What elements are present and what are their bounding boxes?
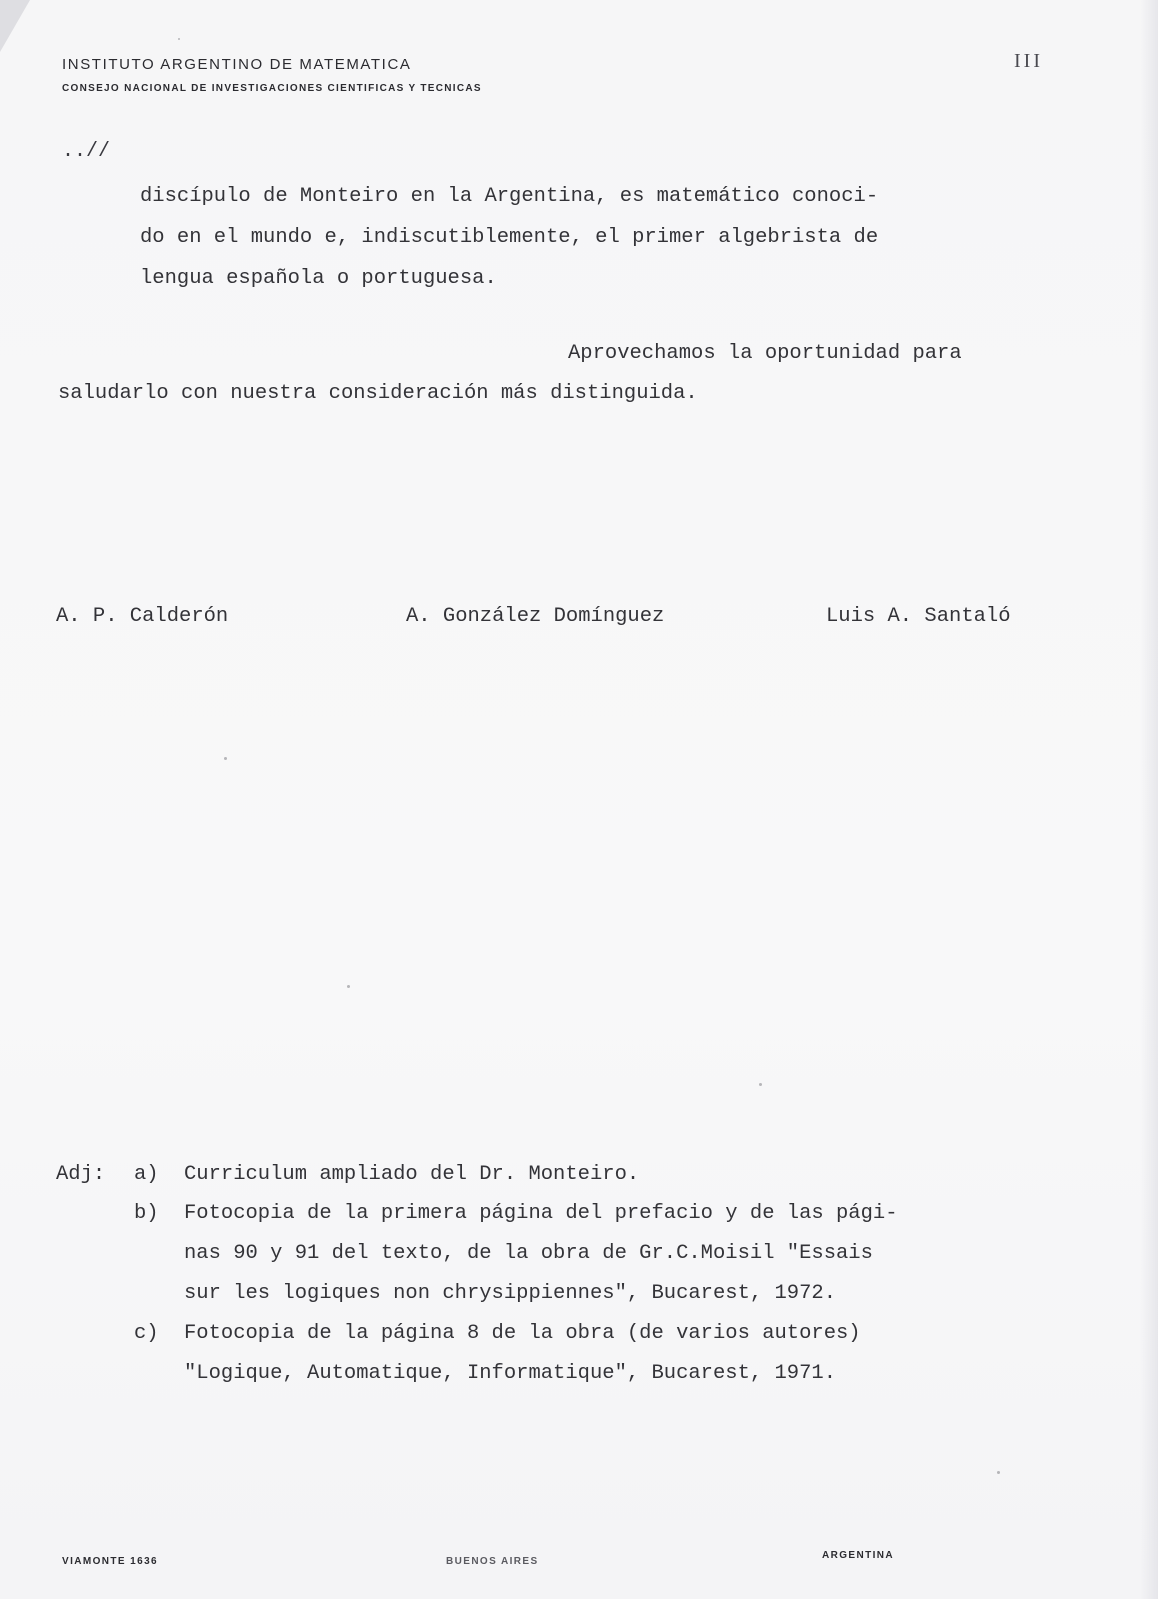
paper-speck [759,1083,762,1086]
paragraph-line: do en el mundo e, indiscutiblemente, el primer algebrista de [140,226,879,249]
paragraph-line: lengua española o portuguesa. [140,267,497,290]
paper-speck [224,757,227,760]
page-number: III [1014,50,1043,72]
continuation-mark: ..// [62,140,111,163]
attachment-line: Fotocopia de la primera página del prefacio y de las pági- [184,1202,898,1225]
attachments-label: Adj: [56,1163,106,1186]
footer-city: BUENOS AIRES [446,1556,539,1567]
paper-speck [178,38,180,40]
attachment-line: sur les logiques non chrysippiennes", Bucarest, 1972. [184,1282,837,1305]
council-name: CONSEJO NACIONAL DE INVESTIGACIONES CIENTIFICAS Y TECNICAS [62,83,482,94]
attachment-line: Curriculum ampliado del Dr. Monteiro. [184,1163,640,1186]
attachment-marker: c) [134,1322,159,1345]
attachment-marker: b) [134,1202,159,1225]
signatory-calderon: A. P. Calderón [56,605,229,628]
attachment-line: Fotocopia de la página 8 de la obra (de varios autores) [184,1322,861,1345]
attachment-marker: a) [134,1163,159,1186]
signatory-santalo: Luis A. Santaló [826,605,1011,628]
attachment-line: nas 90 y 91 del texto, de la obra de Gr.C.Moisil "Essais [184,1242,873,1265]
signatory-gonzalez-dominguez: A. González Domínguez [406,605,665,628]
paragraph-line: discípulo de Monteiro en la Argentina, es matemático conoci- [140,185,879,208]
page-edge-shadow [1140,0,1158,1599]
closing-line: Aprovechamos la oportunidad para [568,342,962,365]
footer-address: VIAMONTE 1636 [62,1556,159,1567]
closing-line: saludarlo con nuestra consideración más distinguida. [58,382,698,405]
institution-name: INSTITUTO ARGENTINO DE MATEMATICA [62,56,412,73]
footer-country: ARGENTINA [822,1550,895,1561]
folded-corner [0,0,30,52]
paper-speck [997,1471,1000,1474]
paper-speck [347,985,350,988]
attachment-line: "Logique, Automatique, Informatique", Bucarest, 1971. [184,1362,837,1385]
